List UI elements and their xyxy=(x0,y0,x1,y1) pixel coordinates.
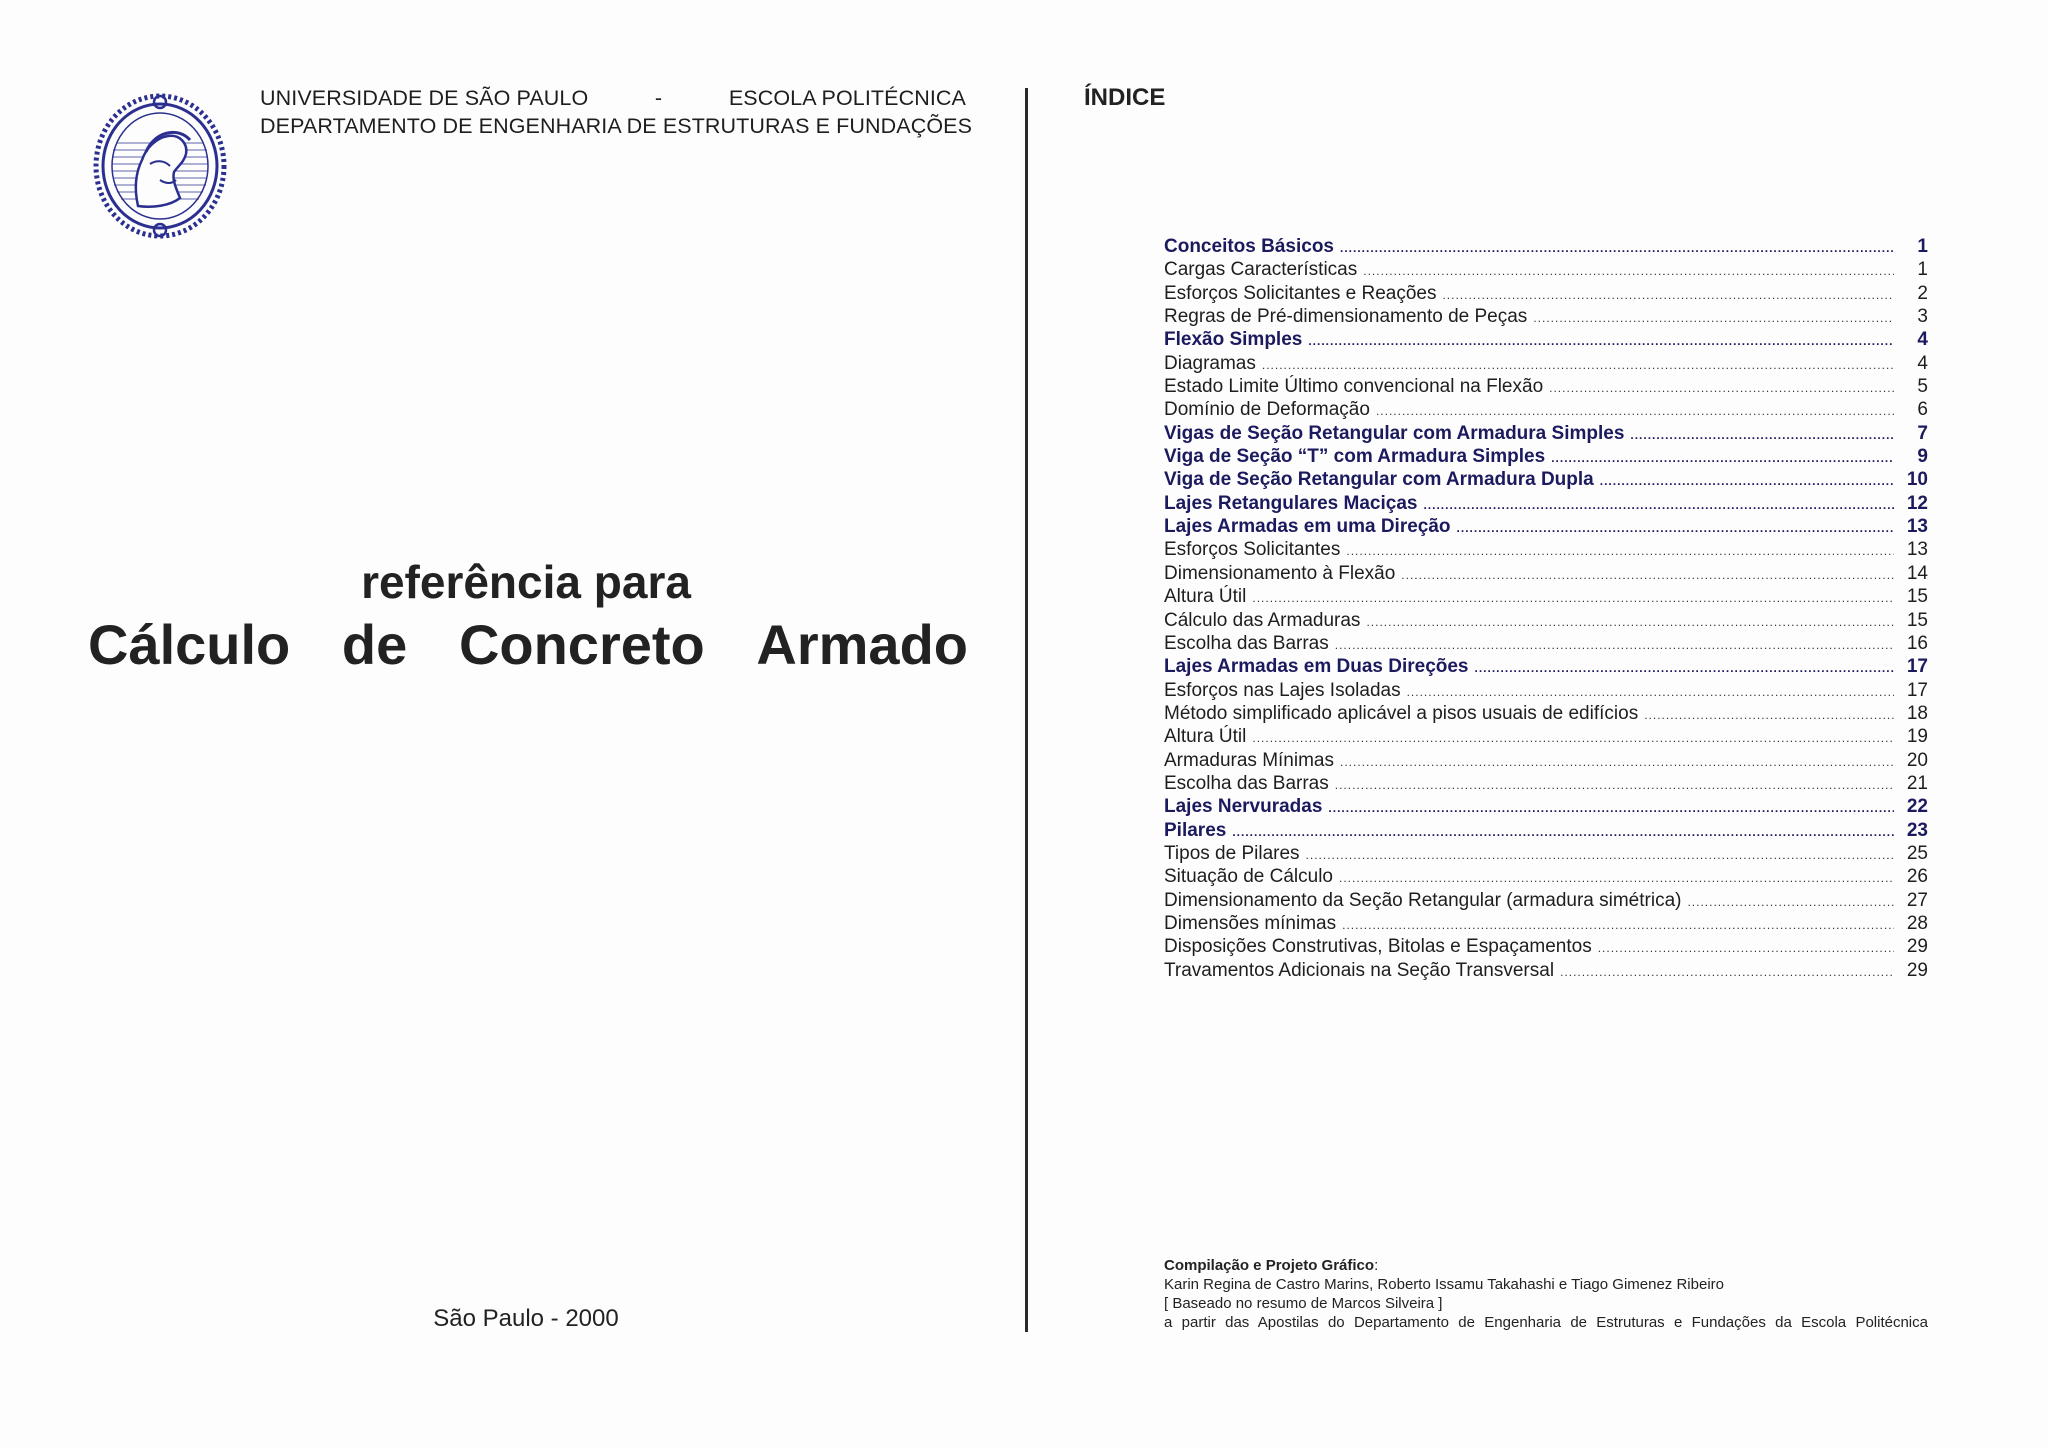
toc-entry-page: 7 xyxy=(1917,422,1928,444)
toc-entry-label: Dimensionamento da Seção Retangular (armadura simétrica) xyxy=(1164,889,1682,911)
toc-entry-label: Dimensões mínimas xyxy=(1164,912,1337,934)
toc-leader-dots xyxy=(1630,428,1894,442)
toc-leader-dots xyxy=(1363,264,1894,278)
toc-entry xyxy=(1164,446,1928,469)
toc-leader-dots xyxy=(1407,685,1894,699)
toc-entry-page: 13 xyxy=(1906,539,1928,561)
toc-entry-page: 25 xyxy=(1906,842,1928,864)
toc-leader-dots xyxy=(1339,871,1894,885)
toc-entry xyxy=(1164,306,1928,329)
toc-entry xyxy=(1164,890,1928,913)
toc-leader-dots xyxy=(1340,241,1894,255)
toc-entry xyxy=(1164,399,1928,422)
toc-entry-page: 2 xyxy=(1917,282,1928,304)
toc-entry-label: Lajes Armadas em Duas Direções xyxy=(1164,656,1469,678)
toc-leader-dots xyxy=(1232,825,1894,839)
toc-entry-label: Cargas Características xyxy=(1164,259,1358,281)
toc-leader-dots xyxy=(1600,474,1894,488)
cover-title xyxy=(88,612,968,677)
toc-leader-dots xyxy=(1551,451,1894,465)
toc-entry-label: Armaduras Mínimas xyxy=(1164,749,1334,771)
toc-entry-label: Tipos de Pilares xyxy=(1164,842,1300,864)
toc-entry-label: Vigas de Seção Retangular com Armadura Simples xyxy=(1164,422,1625,444)
toc-entry xyxy=(1164,680,1928,703)
toc-entry-page: 4 xyxy=(1917,352,1928,374)
toc-entry-page: 1 xyxy=(1917,259,1928,281)
toc-entry xyxy=(1164,586,1928,609)
toc-leader-dots xyxy=(1252,591,1894,605)
toc-entry-page: 21 xyxy=(1906,772,1928,794)
toc-entry xyxy=(1164,750,1928,773)
toc-leader-dots xyxy=(1262,358,1894,372)
toc-entry-label: Domínio de Deformação xyxy=(1164,399,1370,421)
toc-entry xyxy=(1164,493,1928,516)
toc-entry xyxy=(1164,633,1928,656)
toc-entry-label: Lajes Armadas em uma Direção xyxy=(1164,516,1451,538)
toc-entry-label: Viga de Seção “T” com Armadura Simples xyxy=(1164,446,1546,468)
title-word: de xyxy=(341,613,408,676)
cover-subtitle: referência para xyxy=(361,556,691,608)
toc-entry-page: 17 xyxy=(1906,679,1928,701)
toc-entry-page: 6 xyxy=(1917,399,1928,421)
toc-entry xyxy=(1164,563,1928,586)
toc-entry-page: 29 xyxy=(1906,936,1928,958)
toc-entry-page: 23 xyxy=(1906,819,1928,841)
toc-leader-dots xyxy=(1687,895,1894,909)
toc-entry-label: Viga de Seção Retangular com Armadura Dupla xyxy=(1164,469,1594,491)
toc-leader-dots xyxy=(1644,708,1894,722)
toc-entry-label: Lajes Retangulares Maciças xyxy=(1164,492,1418,514)
toc-leader-dots xyxy=(1366,615,1894,629)
toc-entry-page: 27 xyxy=(1906,889,1928,911)
toc-entry-label: Disposições Construtivas, Bitolas e Espaçamentos xyxy=(1164,936,1592,958)
toc-leader-dots xyxy=(1475,661,1894,675)
toc-entry xyxy=(1164,423,1928,446)
toc-entry-page: 15 xyxy=(1906,609,1928,631)
toc-leader-dots xyxy=(1346,544,1894,558)
toc-entry xyxy=(1164,236,1928,259)
credits-source: a partir das Apostilas do Departamento de Engenharia de Estruturas e Fundações da Escola Politécnica xyxy=(1164,1314,1928,1331)
school-name: ESCOLA POLITÉCNICA xyxy=(728,86,966,110)
toc-leader-dots xyxy=(1328,801,1894,815)
toc-entry-label: Dimensionamento à Flexão xyxy=(1164,562,1396,584)
usp-poli-seal-icon xyxy=(90,88,230,243)
toc-entry-page: 9 xyxy=(1917,446,1928,468)
toc-leader-dots xyxy=(1423,498,1894,512)
toc-entry-page: 14 xyxy=(1906,562,1928,584)
title-word: Cálculo xyxy=(88,613,291,676)
toc-entry-label: Pilares xyxy=(1164,819,1227,841)
place-date: São Paulo - 2000 xyxy=(433,1305,619,1332)
toc-entry xyxy=(1164,866,1928,889)
toc-entry-page: 22 xyxy=(1906,796,1928,818)
credits-block xyxy=(1164,1256,1928,1332)
index-heading: ÍNDICE xyxy=(1084,84,1166,111)
toc-entry-page: 5 xyxy=(1917,376,1928,398)
page-divider xyxy=(1025,88,1028,1332)
toc-entry xyxy=(1164,469,1928,492)
toc-entry-label: Situação de Cálculo xyxy=(1164,866,1333,888)
toc-entry-label: Esforços nas Lajes Isoladas xyxy=(1164,679,1401,701)
title-word: Armado xyxy=(756,613,968,676)
toc-entry xyxy=(1164,656,1928,679)
toc-entry-page: 12 xyxy=(1906,492,1928,514)
toc-entry-label: Método simplificado aplicável a pisos usuais de edifícios xyxy=(1164,702,1639,724)
toc-entry-label: Lajes Nervuradas xyxy=(1164,796,1323,818)
toc-entry-label: Cálculo das Armaduras xyxy=(1164,609,1361,631)
header-separator: - xyxy=(654,86,663,110)
department-name: DEPARTAMENTO DE ENGENHARIA DE ESTRUTURAS E FUNDAÇÕES xyxy=(260,114,973,138)
toc-leader-dots xyxy=(1342,918,1894,932)
toc-leader-dots xyxy=(1376,404,1894,418)
institution-header xyxy=(260,84,973,140)
toc-entry-page: 20 xyxy=(1906,749,1928,771)
toc-entry-label: Conceitos Básicos xyxy=(1164,236,1334,257)
toc-entry-label: Regras de Pré-dimensionamento de Peças xyxy=(1164,306,1528,328)
credits-authors: Karin Regina de Castro Marins, Roberto Issamu Takahashi e Tiago Gimenez Ribeiro xyxy=(1164,1276,1724,1293)
toc-entry-label: Estado Limite Último convencional na Flexão xyxy=(1164,376,1544,398)
toc-entry-page: 3 xyxy=(1917,306,1928,328)
toc-leader-dots xyxy=(1442,288,1894,302)
toc-entry-page: 19 xyxy=(1906,726,1928,748)
university-name: UNIVERSIDADE DE SÃO PAULO xyxy=(260,86,589,110)
toc-entry xyxy=(1164,960,1928,983)
toc-entry xyxy=(1164,376,1928,399)
toc-leader-dots xyxy=(1598,941,1894,955)
toc-leader-dots xyxy=(1306,848,1894,862)
toc-leader-dots xyxy=(1560,965,1894,979)
toc-entry xyxy=(1164,820,1928,843)
index-page xyxy=(1030,0,2048,1448)
toc-leader-dots xyxy=(1533,311,1894,325)
toc-entry xyxy=(1164,610,1928,633)
toc-entry-label: Altura Útil xyxy=(1164,586,1247,608)
toc-entry xyxy=(1164,329,1928,352)
toc-entry-page: 26 xyxy=(1906,866,1928,888)
toc-entry-label: Travamentos Adicionais na Seção Transversal xyxy=(1164,959,1555,981)
toc-entry xyxy=(1164,516,1928,539)
toc-entry xyxy=(1164,726,1928,749)
toc-entry xyxy=(1164,259,1928,282)
toc-leader-dots xyxy=(1549,381,1894,395)
toc-leader-dots xyxy=(1335,638,1894,652)
toc-entry xyxy=(1164,843,1928,866)
toc-entry-page: 1 xyxy=(1917,236,1928,257)
toc-entry-page: 17 xyxy=(1906,656,1928,678)
toc-entry-label: Escolha das Barras xyxy=(1164,632,1329,654)
toc-entry xyxy=(1164,539,1928,562)
toc-entry-page: 10 xyxy=(1906,469,1928,491)
toc-entry xyxy=(1164,283,1928,306)
title-word: Concreto xyxy=(458,613,705,676)
toc-leader-dots xyxy=(1401,568,1894,582)
table-of-contents xyxy=(1164,236,1928,983)
toc-entry-page: 29 xyxy=(1906,959,1928,981)
toc-entry-label: Diagramas xyxy=(1164,352,1256,374)
credits-colon: : xyxy=(1374,1257,1379,1274)
credits-based-on: [ Baseado no resumo de Marcos Silveira ] xyxy=(1164,1295,1443,1312)
toc-entry-label: Escolha das Barras xyxy=(1164,772,1329,794)
toc-entry-label: Esforços Solicitantes e Reações xyxy=(1164,282,1437,304)
toc-entry xyxy=(1164,773,1928,796)
toc-leader-dots xyxy=(1335,778,1894,792)
toc-entry-page: 4 xyxy=(1917,329,1928,351)
toc-entry xyxy=(1164,703,1928,726)
toc-leader-dots xyxy=(1252,731,1894,745)
toc-entry-label: Altura Útil xyxy=(1164,726,1247,748)
toc-entry-label: Esforços Solicitantes xyxy=(1164,539,1341,561)
toc-entry-page: 13 xyxy=(1906,516,1928,538)
toc-entry-page: 28 xyxy=(1906,912,1928,934)
toc-leader-dots xyxy=(1457,521,1894,535)
toc-entry-page: 16 xyxy=(1906,632,1928,654)
toc-entry xyxy=(1164,936,1928,959)
toc-leader-dots xyxy=(1308,334,1894,348)
toc-entry-page: 18 xyxy=(1906,702,1928,724)
toc-entry xyxy=(1164,353,1928,376)
credits-title: Compilação e Projeto Gráfico xyxy=(1164,1257,1375,1274)
toc-entry-label: Flexão Simples xyxy=(1164,329,1303,351)
toc-entry-page: 15 xyxy=(1906,586,1928,608)
toc-entry xyxy=(1164,913,1928,936)
toc-entry xyxy=(1164,796,1928,819)
toc-leader-dots xyxy=(1340,755,1894,769)
